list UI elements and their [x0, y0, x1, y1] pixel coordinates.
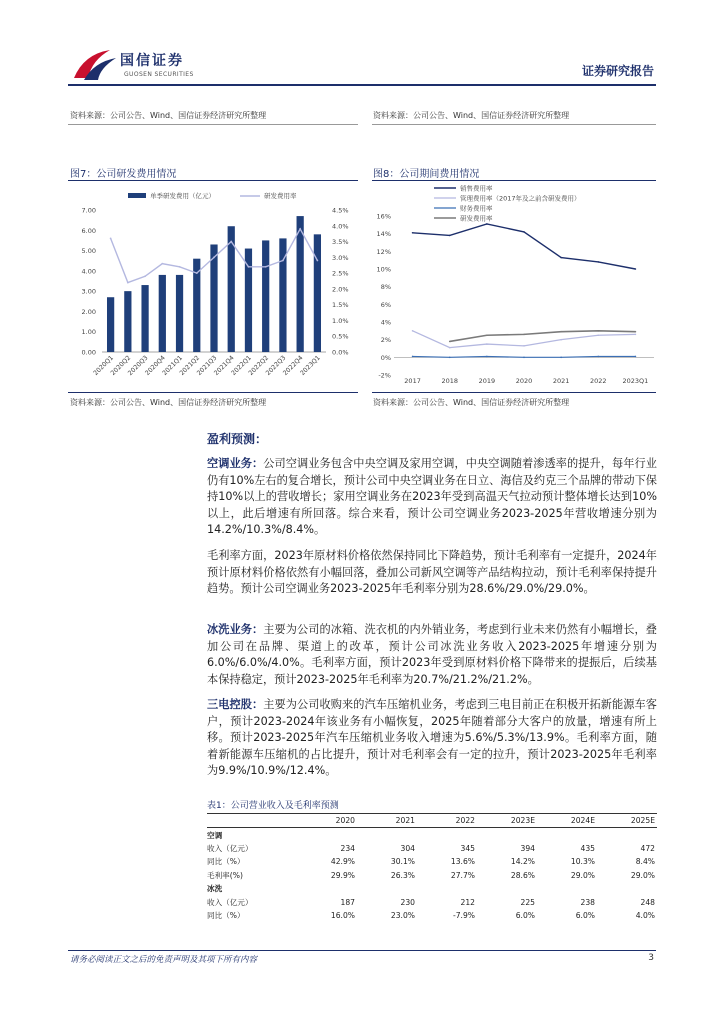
table-header-cell: 2024E [537, 814, 597, 828]
y-right-tick: 3.5% [332, 238, 349, 247]
section-title: 盈利预测： [207, 432, 268, 446]
table-cell [357, 828, 417, 842]
table-cell [297, 828, 357, 842]
y-right-tick: 4.5% [332, 206, 349, 215]
rd-rate-point-2021Q3 [213, 256, 215, 258]
x-tick: 2018 [441, 377, 458, 385]
logo-name: 国信证券 [120, 53, 184, 69]
table-cell: 6.0% [575, 910, 595, 920]
table-cell: 16.0% [330, 910, 355, 920]
guosen-logo-icon [70, 48, 118, 86]
table-cell: 472 [640, 843, 655, 853]
fig8-chart [372, 182, 658, 392]
series-point-0-2023Q1 [635, 268, 637, 270]
y-left-tick: 0.00 [81, 348, 96, 357]
rd-rate-point-2022Q2 [265, 266, 267, 268]
y-tick: 10% [376, 265, 391, 274]
forecast-table [207, 813, 657, 922]
para-aircon-label: 空调业务： [207, 457, 264, 470]
top-source-right: 资料来源：公司公告、Wind、国信证券经济研究所整理 [373, 111, 570, 120]
para-fridge [207, 622, 657, 688]
series-point-2-2022 [597, 356, 599, 358]
legend-label-1: 管理费用率（2017年及之前含研发费用） [460, 194, 581, 203]
series-point-3-2023Q1 [635, 331, 637, 333]
legend-swatch-bar [128, 193, 146, 198]
series-point-1-2019 [486, 343, 488, 345]
series-point-2-2020 [523, 357, 525, 359]
y-right-tick: 2.5% [332, 269, 349, 278]
legend-label-bar: 单季研发费用（亿元） [150, 192, 215, 200]
table-cell: 29.0% [630, 870, 655, 880]
series-point-0-2019 [486, 223, 488, 225]
table-header-cell: 2021 [357, 814, 417, 828]
y-tick: -2% [378, 371, 391, 380]
rd-rate-point-2020Q3 [144, 275, 146, 277]
fig7-rule [68, 180, 358, 181]
x-tick: 2021 [552, 377, 570, 385]
bar-2023Q1 [314, 234, 321, 352]
y-tick: 12% [376, 247, 391, 256]
legend-label-2: 财务费用率 [460, 204, 493, 213]
table-cell: -7.9% [452, 910, 475, 920]
para-fridge-text: 主要为公司的冰箱、洗衣机的内外销业务，考虑到行业未来仍然有小幅增长，叠加公司在品牌、渠道上的改革，预计公司冰洗业务收入2023-2025年增速分别为6.0%/6.0%/4.0%。毛利率方面，预计2023年受到原材料价格下降带来的提振后，后续基本保持稳定，预计2023-2025年毛利率为20.7%/21.2%/21.2%。 [207, 623, 657, 686]
series-line-3 [450, 331, 636, 342]
x-tick: 2020Q3 [126, 354, 150, 378]
table-cell [417, 828, 477, 842]
rd-rate-point-2021Q1 [179, 266, 181, 268]
y-left-tick: 3.00 [81, 287, 96, 296]
y-right-tick: 2.0% [332, 285, 349, 294]
table-cell [357, 882, 417, 895]
table-cell: 28.6% [510, 870, 535, 880]
rd-rate-point-2022Q4 [299, 228, 301, 230]
x-tick: 2022Q2 [247, 354, 271, 378]
rd-rate-point-2020Q1 [110, 238, 112, 240]
rd-rate-point-2021Q2 [196, 272, 198, 274]
rd-rate-point-2020Q2 [127, 282, 129, 284]
y-left-tick: 7.00 [81, 206, 96, 215]
y-left-tick: 5.00 [81, 247, 96, 256]
y-right-tick: 0.0% [332, 348, 349, 357]
x-tick: 2017 [404, 377, 421, 385]
table-cell [477, 828, 537, 842]
report-type: 证券研究报告 [581, 64, 654, 78]
y-left-tick: 4.00 [81, 267, 96, 276]
logo-english: GUOSEN SECURITIES [124, 71, 194, 78]
rd-rate-point-2021Q4 [230, 241, 232, 243]
series-point-0-2021 [560, 257, 562, 259]
table-cell: 394 [520, 843, 535, 853]
table-cell: 27.7% [450, 870, 475, 880]
series-point-1-2021 [560, 339, 562, 341]
y-left-tick: 1.00 [81, 328, 96, 337]
y-tick: 2% [380, 336, 391, 345]
y-tick: 0% [380, 353, 391, 362]
x-tick: 2022Q3 [264, 354, 288, 378]
table-header-row [207, 814, 657, 828]
series-line-0 [413, 224, 636, 269]
legend-label-3: 研发费用率 [460, 214, 493, 223]
x-tick: 2021Q4 [213, 354, 236, 378]
table-row [207, 895, 657, 908]
table-row-label: 收入（亿元） [207, 897, 253, 907]
y-tick: 16% [376, 212, 391, 221]
series-point-2-2017 [412, 356, 414, 358]
y-tick: 4% [380, 318, 391, 327]
x-tick: 2020 [515, 377, 533, 385]
footer-disclaimer: 请务必阅读正文之后的免责声明及其项下所有内容 [70, 955, 258, 965]
x-tick: 2021Q3 [195, 354, 219, 378]
table-row-label: 空调 [207, 830, 223, 840]
para-aircon [207, 456, 657, 539]
table-cell [417, 882, 477, 895]
bar-2020Q2 [124, 291, 131, 352]
fig7-chart [68, 182, 360, 392]
x-tick: 2020Q4 [144, 354, 167, 378]
table-cell: 238 [580, 897, 595, 907]
table-row [207, 828, 657, 842]
table-cell: 6.0% [515, 910, 535, 920]
rd-rate-point-2020Q4 [161, 263, 163, 265]
series-point-3-2020 [523, 334, 525, 336]
para-fridge-label: 冰洗业务： [207, 623, 264, 636]
fig8-bottom-rule [372, 392, 656, 393]
header-rule [68, 84, 656, 86]
table-cell: 345 [460, 843, 475, 853]
top-source-left: 资料来源：公司公告、Wind、国信证券经济研究所整理 [70, 111, 267, 120]
y-right-tick: 0.5% [332, 332, 349, 341]
series-point-1-2023Q1 [635, 334, 637, 336]
series-point-3-2018 [449, 341, 451, 343]
table-cell: 13.6% [450, 857, 475, 867]
x-tick: 2023Q1 [622, 377, 649, 385]
table-row [207, 909, 657, 922]
bar-2020Q4 [159, 275, 166, 352]
page-number: 3 [648, 953, 654, 963]
x-tick: 2023Q1 [299, 354, 322, 378]
table-row [207, 882, 657, 895]
fig8-rule [372, 180, 656, 181]
table-row-label: 冰洗 [207, 884, 223, 894]
para-aircon-text: 公司空调业务包含中央空调及家用空调，中央空调随着渗透率的提升，每年行业仍有10%左右的复合增长，预计公司中央空调业务在日立、海信及约克三个品牌的带动下保持10%以上的营收增长；家用空调业务在2023年受到高温天气拉动预计整体增长达到10%以上，此后增速有所回落。综合来看，预计公司空调业务2023-2025年营收增速分别为14.2%/10.3%/8.4%。 [207, 457, 657, 536]
table-cell: 23.0% [390, 910, 415, 920]
fig8-source: 资料来源：公司公告、Wind、国信证券经济研究所整理 [373, 398, 570, 407]
table-cell: 225 [520, 897, 535, 907]
y-right-tick: 1.0% [332, 316, 349, 325]
table-cell: 30.1% [390, 857, 415, 867]
table-title: 表1：公司营业收入及毛利率预测 [207, 801, 339, 811]
table-cell: 29.0% [570, 870, 595, 880]
para-sanden [207, 697, 657, 780]
table-row-label: 收入（亿元） [207, 843, 253, 853]
fig7-source: 资料来源：公司公告、Wind、国信证券经济研究所整理 [70, 398, 267, 407]
series-point-3-2021 [560, 331, 562, 333]
x-tick: 2022 [590, 377, 607, 385]
para-margin [207, 548, 657, 598]
table-row-label: 同比（%） [207, 857, 245, 867]
series-point-1-2017 [412, 330, 414, 332]
bar-2020Q3 [141, 285, 148, 352]
series-point-3-2019 [486, 334, 488, 336]
table-header-cell [207, 814, 297, 828]
table-cell [537, 882, 597, 895]
y-right-tick: 3.0% [332, 253, 349, 262]
table-cell: 304 [400, 843, 415, 853]
table-cell [537, 828, 597, 842]
divider [372, 124, 656, 125]
table-cell: 4.0% [635, 910, 655, 920]
table-cell [597, 828, 657, 842]
table-header-cell: 2023E [477, 814, 537, 828]
table-header-cell: 2022 [417, 814, 477, 828]
table-cell [297, 882, 357, 895]
bar-2021Q3 [210, 244, 217, 352]
table-header-cell: 2025E [597, 814, 657, 828]
footer-rule [68, 950, 656, 951]
bar-2022Q4 [297, 216, 304, 352]
table-header-cell: 2020 [297, 814, 357, 828]
bar-2021Q1 [176, 275, 183, 352]
series-point-1-2018 [449, 347, 451, 349]
table-cell [477, 882, 537, 895]
table-row-label: 毛利率(%) [207, 870, 243, 880]
table-cell: 10.3% [570, 857, 595, 867]
series-point-1-2020 [523, 345, 525, 347]
y-left-tick: 6.00 [81, 226, 96, 235]
table-cell: 26.3% [390, 870, 415, 880]
table-cell: 42.9% [330, 857, 355, 867]
table-row [207, 842, 657, 855]
rd-rate-point-2022Q1 [248, 266, 250, 268]
x-tick: 2021Q1 [161, 354, 184, 378]
para-margin-text: 毛利率方面，2023年原材料价格依然保持同比下降趋势，预计毛利率有一定提升，2024年预计原材料价格依然有小幅回落，叠加公司新风空调等产品结构拉动，预计毛利率保持提升趋势。预计公司空调业务2023-2025年毛利率分别为28.6%/29.0%/29.0%。 [207, 549, 657, 595]
para-sanden-text: 主要为公司收购来的汽车压缩机业务，考虑到三电目前正在积极开拓新能源车客户，预计2023-2024年该业务有小幅恢复，2025年随着部分大客户的放量，增速有所上移。预计2023-2025年汽车压缩机业务收入增速为5.6%/5.3%/13.9%。毛利率方面，随着新能源车压缩机的占比提升，预计对毛利率会有一定的拉升，预计2023-2025年毛利率为9.9%/10.9%/12.4%。 [207, 698, 657, 777]
x-tick: 2019 [478, 377, 496, 385]
table-cell: 29.9% [330, 870, 355, 880]
rd-rate-point-2023Q1 [316, 260, 318, 262]
rd-rate-point-2022Q3 [282, 260, 284, 262]
fig8-title: 图8：公司期间费用情况 [373, 169, 480, 180]
fig7-bottom-rule [68, 392, 358, 393]
x-tick: 2020Q2 [109, 354, 133, 378]
table-cell: 8.4% [635, 857, 655, 867]
table-row-label: 同比（%） [207, 910, 245, 920]
bar-2020Q1 [107, 297, 114, 352]
x-tick: 2020Q1 [92, 354, 116, 378]
table-cell: 248 [640, 897, 655, 907]
table-cell: 234 [340, 843, 355, 853]
y-right-tick: 1.5% [332, 301, 349, 310]
series-point-0-2018 [449, 235, 451, 237]
x-tick: 2021Q2 [178, 354, 202, 378]
series-point-0-2022 [597, 261, 599, 263]
series-point-2-2021 [560, 357, 562, 359]
y-right-tick: 4.0% [332, 222, 349, 231]
series-point-2-2023Q1 [635, 356, 637, 358]
table-row [207, 855, 657, 868]
table-cell [597, 882, 657, 895]
table-cell: 212 [460, 897, 475, 907]
series-point-0-2017 [412, 232, 414, 234]
bar-2022Q2 [262, 240, 269, 352]
y-left-tick: 2.00 [81, 307, 96, 316]
y-tick: 8% [380, 283, 391, 292]
table-row [207, 869, 657, 882]
para-sanden-label: 三电控股： [207, 698, 264, 711]
table-cell: 230 [400, 897, 415, 907]
x-tick: 2022Q1 [230, 354, 253, 378]
series-point-1-2022 [597, 334, 599, 336]
table-cell: 14.2% [510, 857, 535, 867]
legend-label-line: 研发费用率 [264, 192, 297, 200]
table-cell: 435 [580, 843, 595, 853]
series-point-0-2020 [523, 231, 525, 233]
table-cell: 187 [340, 897, 355, 907]
x-tick: 2022Q4 [281, 354, 305, 378]
y-tick: 14% [376, 230, 391, 239]
series-point-2-2018 [449, 357, 451, 359]
series-point-3-2022 [597, 330, 599, 332]
fig7-title: 图7：公司研发费用情况 [70, 169, 177, 180]
divider [68, 124, 358, 125]
series-point-2-2019 [486, 356, 488, 358]
legend-label-0: 销售费用率 [460, 184, 493, 193]
y-tick: 6% [380, 300, 391, 309]
